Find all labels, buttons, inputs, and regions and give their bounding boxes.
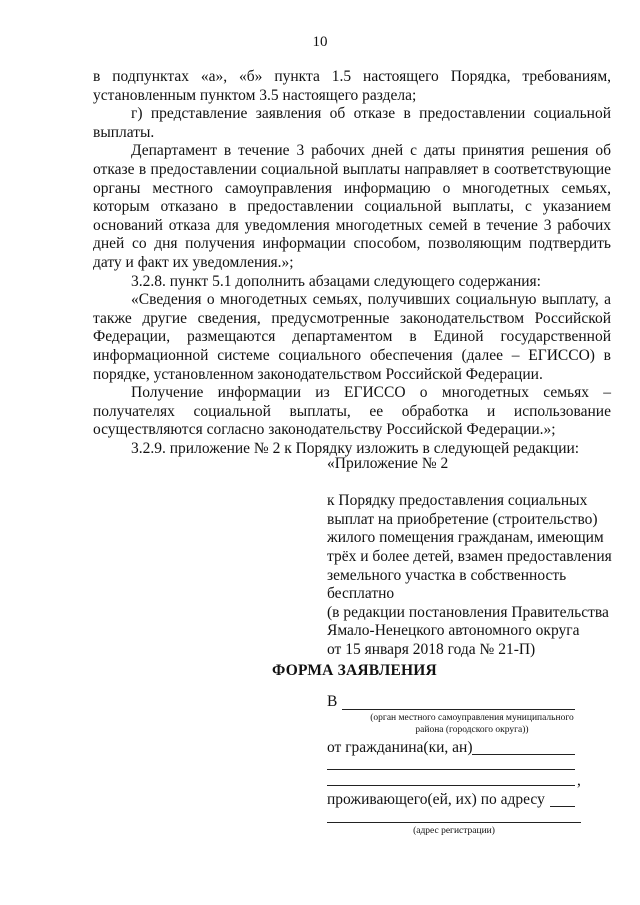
appendix-line: выплат на приобретение (строительство) bbox=[327, 510, 598, 528]
address-caption: (адрес регистрации) bbox=[413, 826, 495, 836]
appendix-line: от 15 января 2018 года № 21-П) bbox=[327, 640, 536, 658]
appendix-line: земельного участка в собственность bbox=[327, 566, 567, 584]
paragraph-5: «Сведения о многодетных семьях, получивших социальную выплату, а также другие сведения, предусмотренные законодательством Российской Федерации, размещаются департаментом в Единой государственной информационной системе социального обеспечения (далее – ЕГИССО) в порядке, установленном законодательством Российской Федерации. bbox=[93, 291, 611, 383]
appendix-line: к Порядку предоставления социальных bbox=[327, 492, 588, 510]
document-body bbox=[93, 68, 611, 458]
appendix-line: трёх и более детей, взамен предоставления bbox=[327, 547, 612, 565]
to-prefix: В bbox=[327, 693, 338, 710]
page-number: 10 bbox=[312, 34, 328, 50]
paragraph-1: в подпунктах «а», «б» пункта 1.5 настоящего Порядка, требованиям, установленным пунктом 3.5 настоящего раздела; bbox=[93, 68, 611, 104]
paragraph-7: 3.2.9. приложение № 2 к Порядку изложить в следующей редакции: bbox=[131, 439, 580, 457]
appendix-title: «Приложение № 2 bbox=[327, 455, 449, 472]
paragraph-4: 3.2.8. пункт 5.1 дополнить абзацами следующего содержания: bbox=[131, 272, 541, 290]
address-field-line-2[interactable] bbox=[327, 822, 581, 823]
paragraph-3: Департамент в течение 3 рабочих дней с даты принятия решения об отказе в предоставлении социальной выплаты направляет в соответствующие органы местного самоуправления информацию о многодетных семьях, которым отказано в предоставлении социальной выплаты, с указанием оснований отказа для уведомления многодетных семей в течение 3 рабочих дней со дня получения информации способом, позволяющим подтвердить дату и факт их уведомления.»; bbox=[93, 142, 611, 271]
name-field-line[interactable] bbox=[327, 769, 575, 770]
appendix-line: (в редакции постановления Правительства bbox=[327, 603, 609, 621]
appendix-line: бесплатно bbox=[327, 585, 395, 603]
from-label: от гражданина(ки, ан) bbox=[327, 739, 473, 756]
form-title: ФОРМА ЗАЯВЛЕНИЯ bbox=[272, 662, 437, 679]
organ-caption-2: района (городского округа)) bbox=[415, 725, 529, 735]
address-label: проживающего(ей, их) по адресу bbox=[327, 791, 545, 808]
organ-field-line[interactable] bbox=[342, 709, 575, 710]
comma: , bbox=[577, 772, 581, 789]
address-field-line[interactable] bbox=[550, 806, 575, 807]
appendix-header bbox=[327, 455, 617, 660]
appendix-line: Ямало-Ненецкого автономного округа bbox=[327, 622, 580, 640]
name-field-line-2[interactable] bbox=[327, 785, 575, 786]
paragraph-6: Получение информации из ЕГИССО о многодетных семьях – получателях социальной выплаты, ее обработка и использование осуществляются согласно законодательству Российской Федерации.»; bbox=[93, 384, 611, 439]
appendix-line: жилого помещения гражданам, имеющим bbox=[327, 529, 604, 547]
paragraph-2: г) представление заявления об отказе в предоставлении социальной выплаты. bbox=[93, 105, 611, 141]
organ-caption-1: (орган местного самоуправления муниципального bbox=[370, 713, 574, 723]
from-field-line[interactable] bbox=[472, 754, 575, 755]
